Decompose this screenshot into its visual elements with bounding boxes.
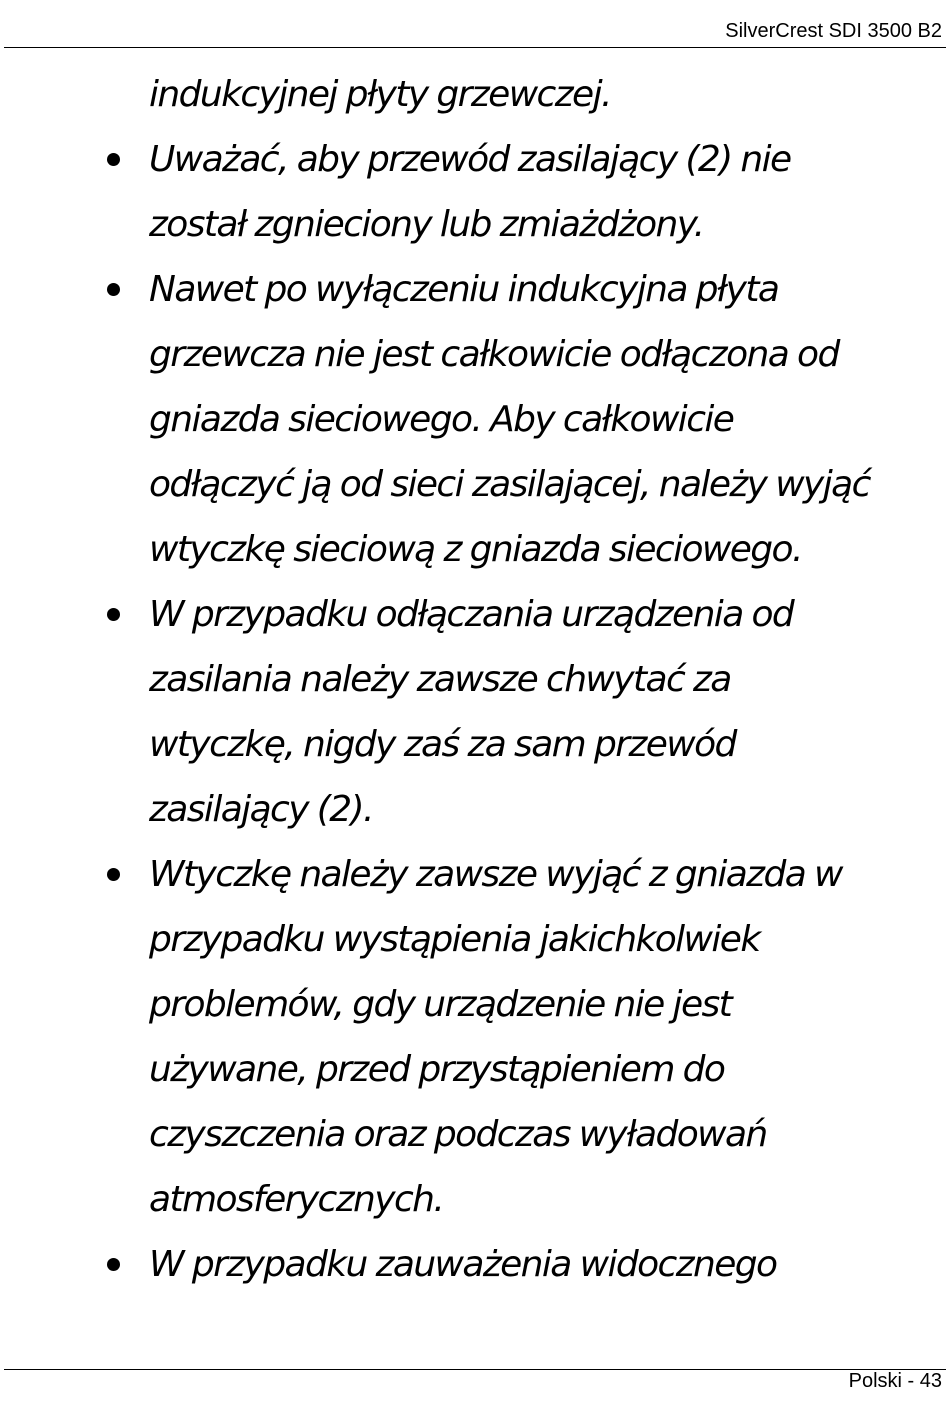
continuation-paragraph [0, 62, 950, 127]
bullet-item-1 [0, 127, 950, 257]
text-line: zasilania należy zawsze chwytać za [149, 659, 731, 700]
text-line: przypadku wystąpienia jakichkolwiek [149, 919, 760, 960]
text-line: odłączyć ją od sieci zasilającej, należy wyjąć [149, 464, 870, 505]
bullet-item-3 [0, 582, 950, 842]
text-line: wtyczkę sieciową z gniazda sieciowego. [149, 529, 802, 570]
text-line: W przypadku zauważenia widocznego [149, 1244, 777, 1285]
header-divider [4, 47, 946, 48]
bullet-item-5 [0, 1232, 950, 1297]
text-line: Wtyczkę należy zawsze wyjąć z gniazda w [149, 854, 842, 895]
text-line: grzewcza nie jest całkowicie odłączona od [149, 334, 839, 375]
text-line: Uważać, aby przewód zasilający (2) nie [149, 139, 791, 180]
page-content [0, 62, 950, 1297]
text-line: został zgnieciony lub zmiażdżony. [149, 204, 704, 245]
text-line: czyszczenia oraz podczas wyładowań [149, 1114, 767, 1155]
bullet-item-4 [0, 842, 950, 1232]
page-number: Polski - 43 [848, 1370, 942, 1392]
text-line: gniazda sieciowego. Aby całkowicie [149, 399, 734, 440]
text-line: indukcyjnej płyty grzewczej. [149, 74, 611, 115]
text-line: atmosferycznych. [149, 1179, 444, 1220]
text-line: wtyczkę, nigdy zaś za sam przewód [149, 724, 736, 765]
text-line: używane, przed przystąpieniem do [149, 1049, 725, 1090]
text-line: W przypadku odłączania urządzenia od [149, 594, 794, 635]
bullet-item-2 [0, 257, 950, 582]
text-line: problemów, gdy urządzenie nie jest [149, 984, 732, 1025]
text-line: zasilający (2). [149, 789, 373, 830]
document-header-title: SilverCrest SDI 3500 B2 [725, 20, 942, 42]
footer-divider [4, 1369, 946, 1370]
text-line: Nawet po wyłączeniu indukcyjna płyta [149, 269, 779, 310]
